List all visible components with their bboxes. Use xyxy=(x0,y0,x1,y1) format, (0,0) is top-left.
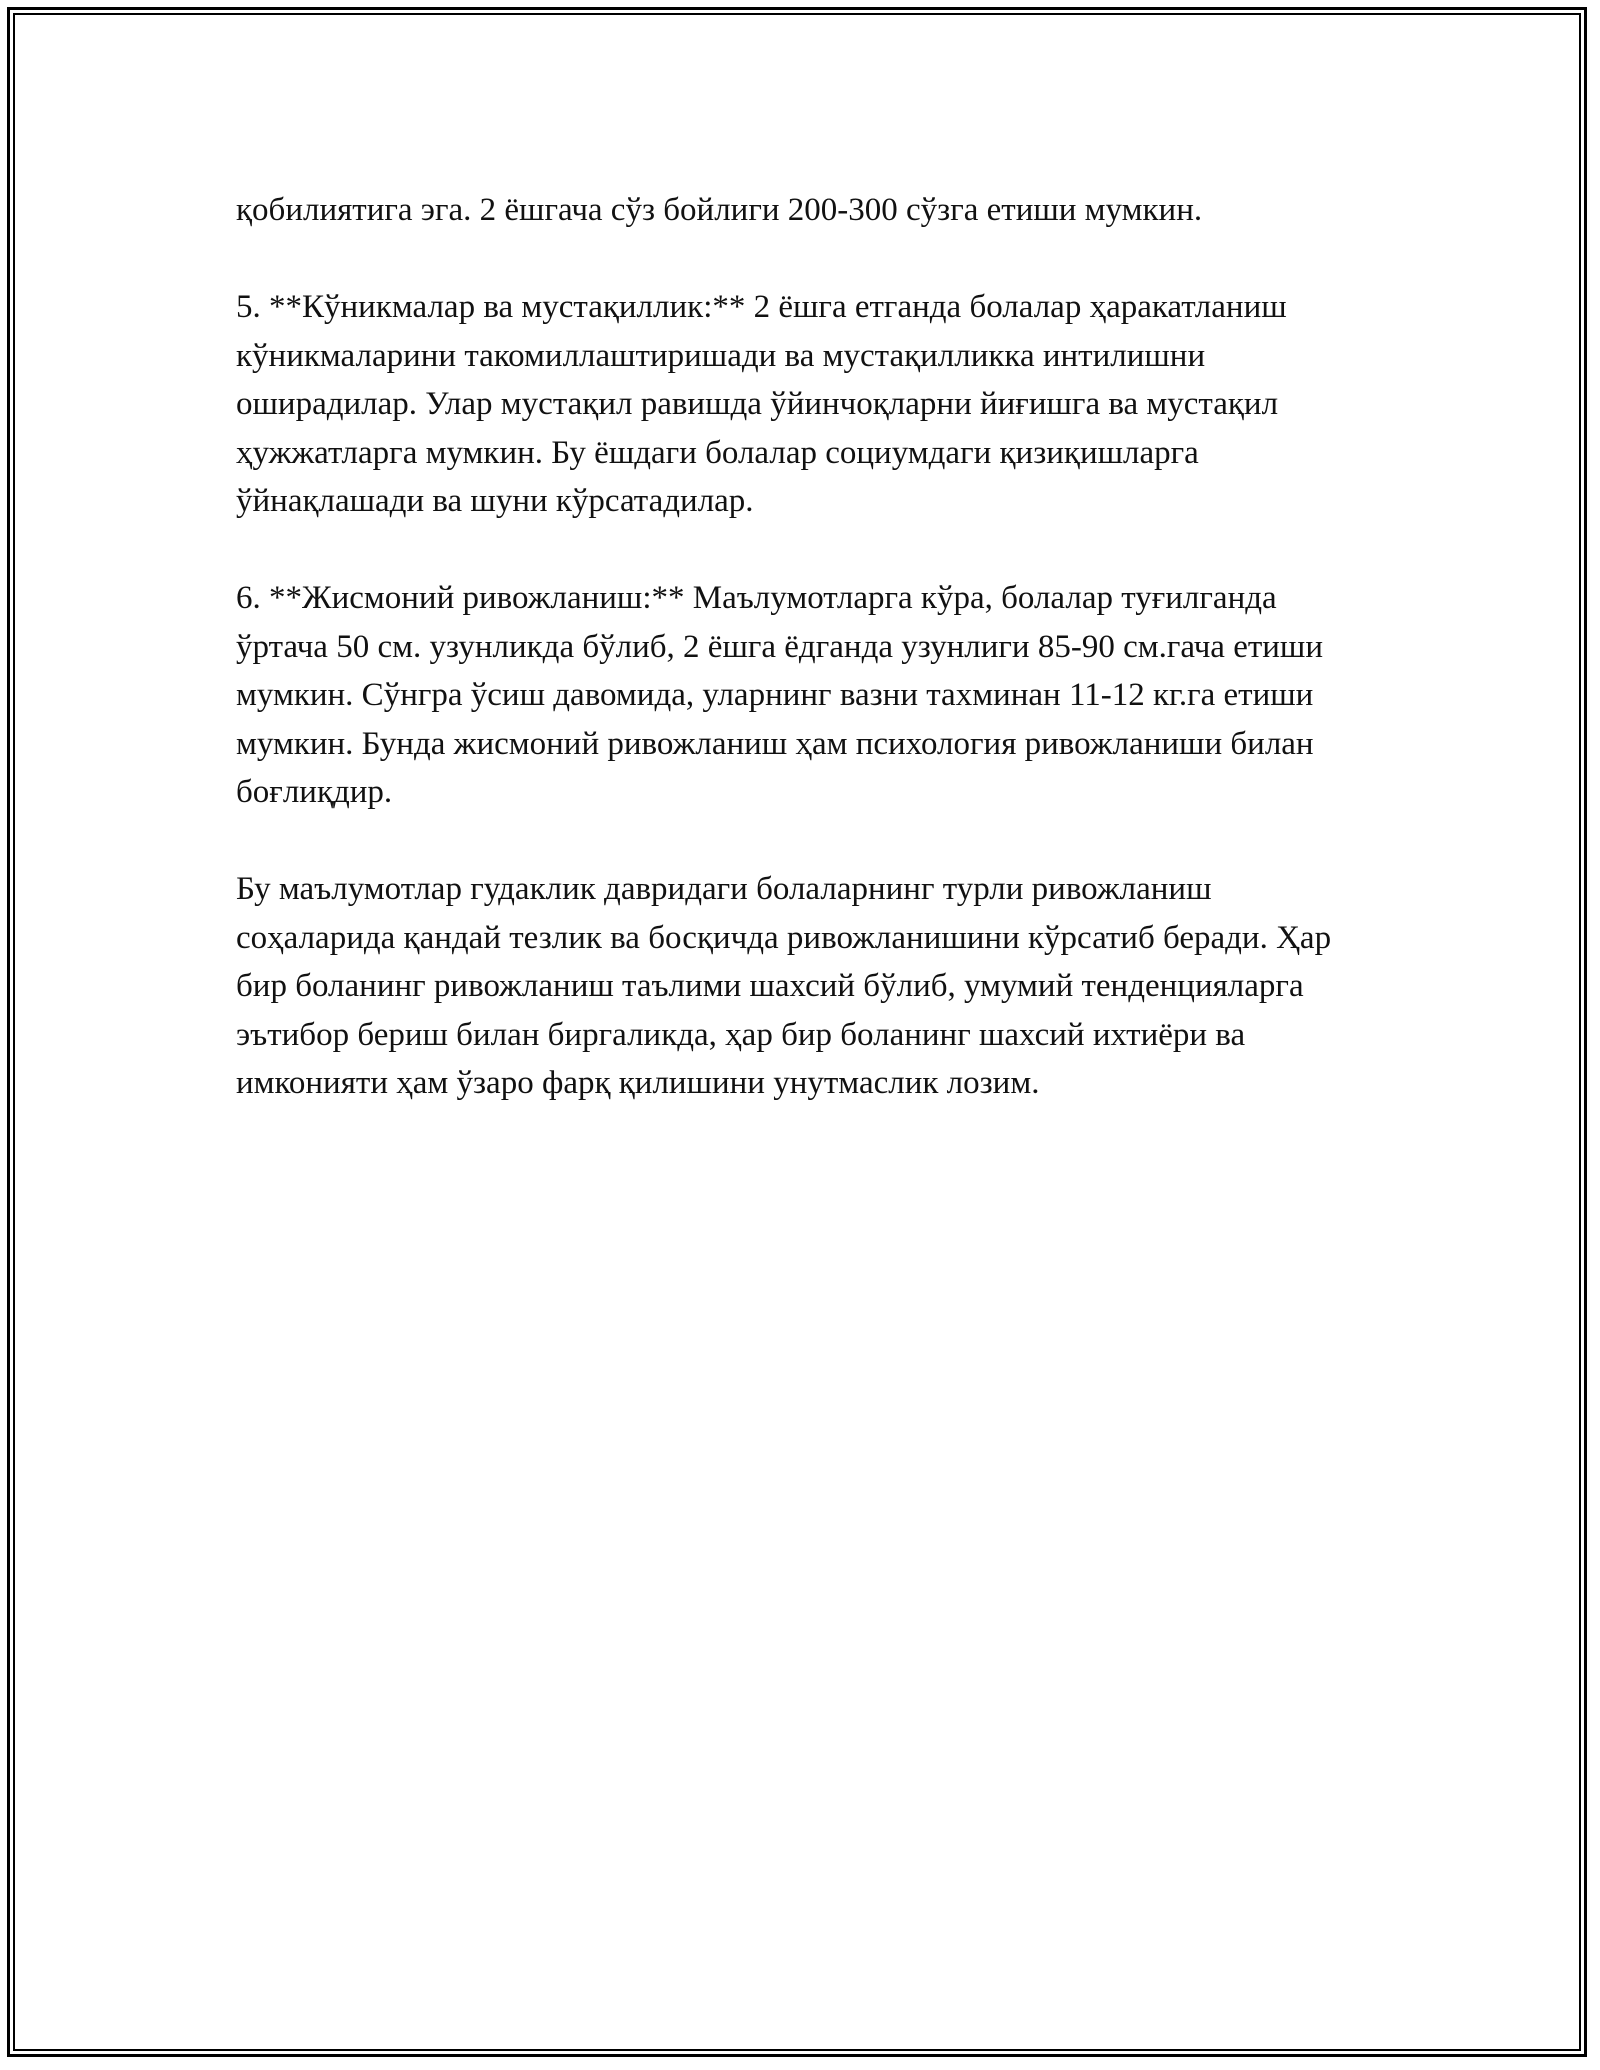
paragraph-conclusion: Бу маълумотлар гудаклик давридаги болаларнинг турли ривожланиш соҳаларида қандай тезлик ва босқичда ривожланишини кўрсатиб беради. Ҳар бир боланинг ривожланиш таълими шахсий бўлиб, умумий тенденцияларга эътибор бериш билан биргаликда, ҳар бир боланинг шахсий ихтиёри ва имконияти ҳам ўзаро фарқ қилишини унутмаслик лозим. xyxy=(236,871,1332,1101)
document-body xyxy=(236,186,1376,1156)
paragraph-vocabulary-continuation: қобилиятига эга. 2 ёшгача сўз бойлиги 200-300 сўзга етиши мумкин. xyxy=(236,192,1203,228)
paragraph-skills-independence: 5. **Кўникмалар ва мустақиллик:** 2 ёшга етганда болалар ҳаракатланиш кўникмаларини такомиллаштиришади ва мустақилликка интилишни оширадилар. Улар мустақил равишда ўйинчоқларни йиғишга ва мустақил ҳужжатларга мумкин. Бу ёшдаги болалар социумдаги қизиқишларга ўйнақлашади ва шуни кўрсатадилар. xyxy=(236,289,1287,519)
paragraph-physical-development: 6. **Жисмоний ривожланиш:** Маълумотларга кўра, болалар туғилганда ўртача 50 см. узунликда бўлиб, 2 ёшга ёдганда узунлиги 85-90 см.гача етиши мумкин. Сўнгра ўсиш давомида, уларнинг вазни тахминан 11-12 кг.га етиши мумкин. Бунда жисмоний ривожланиш ҳам психология ривожланиши билан боғлиқдир. xyxy=(236,580,1324,810)
